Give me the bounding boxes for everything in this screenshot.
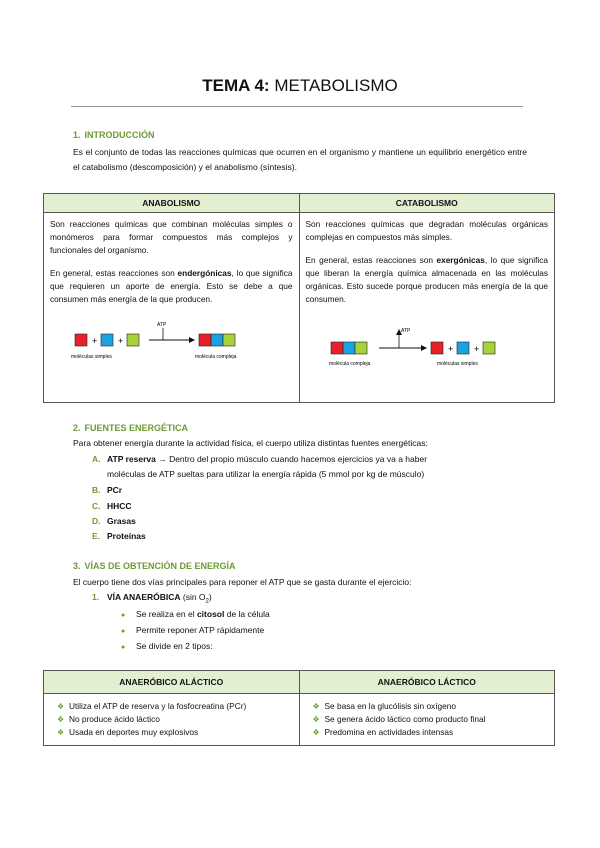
section-3-intro: El cuerpo tiene dos vías principales para reponer el ATP que se gasta durante el ejercicio:	[73, 577, 412, 587]
bullet-reponer: ● Permite reponer ATP rápidamente	[121, 622, 264, 640]
list-item-atp-cont: moléculas de ATP sueltas para utilizar la energía rápida (5 mmol por kg de músculo)	[107, 469, 425, 479]
anabolism-diagram	[71, 320, 271, 364]
blue-molecule	[457, 342, 469, 354]
section-1-text: Es el conjunto de todas las reacciones químicas que ocurren en el organismo y mantiene un equilibrio energético entre el catabolismo (descomposición) y el anabolismo (síntesis).	[73, 147, 527, 172]
bullet-icon: ●	[121, 612, 126, 619]
page-title: TEMA 4: METABOLISMO	[202, 76, 398, 95]
red-molecule	[431, 342, 443, 354]
list-item-proteinas: E. Proteínas	[92, 531, 146, 541]
catabolism-diagram	[327, 324, 527, 368]
alactico-cell	[44, 694, 300, 746]
blue-molecule	[211, 334, 223, 346]
green-molecule	[127, 334, 139, 346]
via-anaerobica-heading: 1. VÍA ANAERÓBICA (sin $O_2$)	[92, 592, 212, 605]
bullet-icon: ●	[121, 644, 126, 651]
red-molecule	[331, 342, 343, 354]
green-molecule	[355, 342, 367, 354]
lactico-cell	[299, 694, 554, 746]
anaerobic-types-table	[43, 670, 555, 746]
list-item-pcr: B. PCr	[92, 485, 123, 495]
diamond-bullet-icon: ❖	[312, 728, 320, 737]
list-item: ❖ Usada en deportes muy explosivos	[57, 727, 199, 737]
list-item: ❖ Predomina en actividades intensas	[312, 727, 454, 737]
list-item-hhcc: C. HHCC	[92, 501, 132, 511]
plus-sign: +	[118, 336, 124, 346]
anabolismo-p2: En general, estas reacciones son endergónicas, lo que significa que requieren un aporte de energía. Esto se debe a que consumen más energía de la que producen.	[50, 268, 293, 304]
metabolism-table	[43, 193, 555, 403]
catabolismo-p2: En general, estas reacciones son exergónicas, lo que significa que liberan la energía química almacenada en las moléculas orgánicas. Esto sucede porque producen más energía de la que consumen.	[305, 255, 548, 304]
diamond-bullet-icon: ❖	[312, 715, 320, 724]
green-molecule	[483, 342, 495, 354]
catabolismo-p1: Son reacciones químicas que degradan moléculas orgánicas complejas en compuestos más simples.	[305, 219, 548, 242]
anabolismo-cell	[44, 213, 300, 403]
complex-molecule-label: molécula compleja	[195, 354, 237, 360]
atp-label: ATP	[400, 328, 411, 334]
list-item-atp: A. ATP reserva → Dentro del propio músculo cuando hacemos ejercicios ya va a haber	[92, 454, 428, 464]
bullet-icon: ●	[121, 628, 126, 635]
anabolismo-header: ANABOLISMO	[44, 194, 300, 213]
plus-sign: +	[473, 344, 480, 354]
anabolismo-p1: Son reacciones químicas que combinan moléculas simples o monómeros para formar compuestos más complejos y funcionales del organismo.	[50, 219, 293, 255]
blue-molecule	[343, 342, 355, 354]
catabolismo-cell	[299, 213, 555, 403]
green-molecule	[223, 334, 235, 346]
diamond-bullet-icon: ❖	[312, 702, 320, 711]
plus-sign: +	[92, 336, 98, 346]
plus-sign: +	[447, 344, 454, 354]
list-item: ❖ Utiliza el ATP de reserva y la fosfocreatina (PCr)	[57, 701, 247, 711]
arrow-head-icon	[421, 345, 427, 351]
diamond-bullet-icon: ❖	[57, 715, 65, 724]
section-2-heading: 2. FUENTES ENERGÉTICA	[73, 423, 189, 433]
diamond-bullet-icon: ❖	[57, 728, 65, 737]
simple-molecules-label: moléculas simples	[436, 361, 478, 367]
diamond-bullet-icon: ❖	[57, 702, 65, 711]
list-item: ❖ Se genera ácido láctico como producto final	[312, 714, 486, 724]
list-item: ❖ Se basa en la glucólisis sin oxígeno	[312, 701, 456, 711]
list-item: ❖ No produce ácido láctico	[57, 714, 160, 724]
list-item-grasas: D. Grasas	[92, 516, 136, 526]
alactico-header: ANAERÓBICO ALÁCTICO	[44, 671, 300, 694]
lactico-header: ANAERÓBICO LÁCTICO	[299, 671, 554, 694]
catabolismo-header: CATABOLISMO	[299, 194, 555, 213]
red-molecule	[199, 334, 211, 346]
simple-molecules-label: moléculas simples	[71, 354, 113, 360]
bullet-tipos: ● Se divide en 2 tipos:	[121, 638, 213, 656]
section-3-heading: 3. VÍAS DE OBTENCIÓN DE ENERGÍA	[73, 561, 236, 571]
section-2-intro: Para obtener energía durante la actividad física, el cuerpo utiliza distintas fuentes energéticas:	[73, 438, 428, 448]
blue-molecule	[101, 334, 113, 346]
title-divider	[71, 106, 523, 107]
atp-label: ATP	[157, 322, 167, 328]
red-molecule	[75, 334, 87, 346]
complex-molecule-label: molécula compleja	[328, 361, 371, 367]
section-1-heading: 1. INTRODUCCIÓN	[73, 130, 155, 140]
bullet-citosol: ● Se realiza en el citosol de la célula	[121, 606, 270, 624]
arrow-head-icon	[189, 337, 195, 343]
